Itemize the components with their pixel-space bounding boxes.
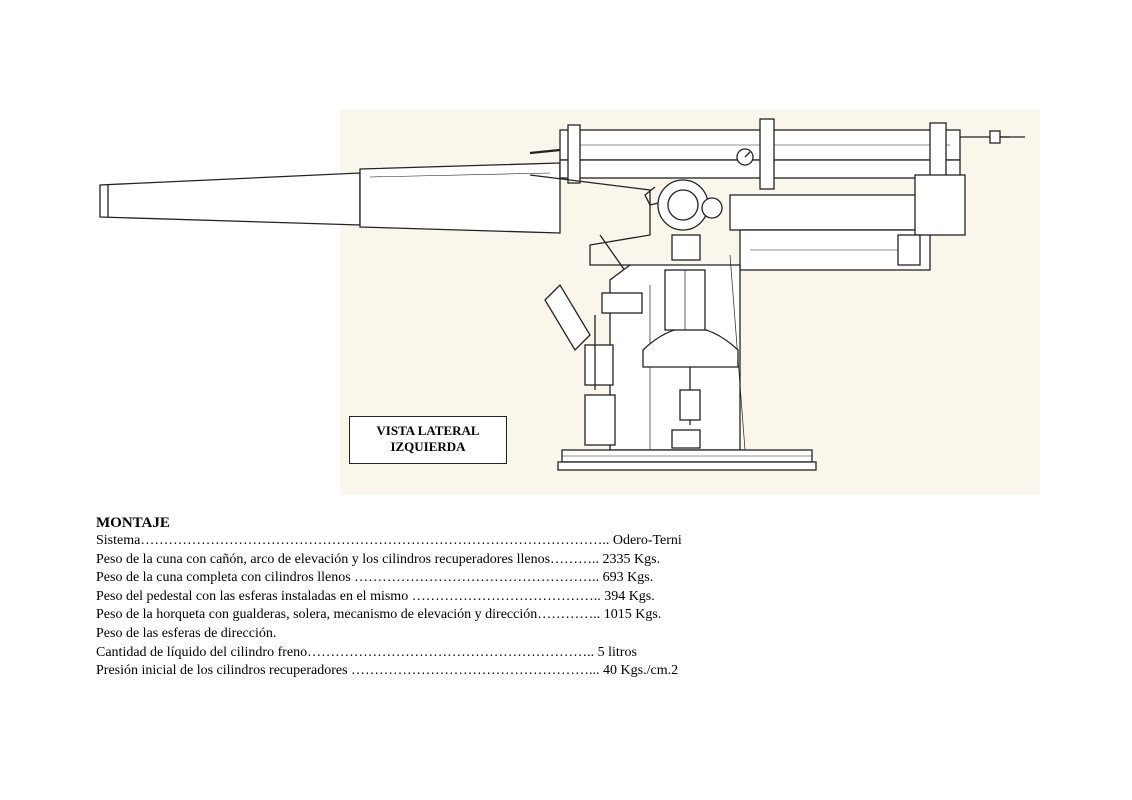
spec-line-pedestal-weight: Peso del pedestal con las esferas instaladas en el mismo ………………………………….. 394 Kgs.	[96, 588, 655, 604]
elevation-gear	[658, 180, 708, 230]
specifications-block	[96, 514, 796, 681]
gun-mount-drawing	[90, 105, 1045, 500]
spec-line-spheres-weight: Peso de las esferas de dirección.	[96, 625, 277, 641]
spec-line-system: Sistema……………………………………………………………………………………….. Odero-Terni	[96, 533, 682, 548]
figure-caption	[349, 416, 507, 464]
spec-line-brake-liquid: Cantidad de líquido del cilindro freno…………………………………………………….. 5 litros	[96, 644, 637, 660]
caption-line-2: IZQUIERDA	[390, 439, 466, 454]
spec-title: MONTAJE	[96, 515, 170, 531]
spec-line-cradle-weight: Peso de la cuna completa con cilindros llenos …………………………………………….. 693 Kgs.	[96, 570, 654, 586]
caption-line-1: VISTA LATERAL	[376, 423, 480, 438]
spec-line-cradle-gun-weight: Peso de la cuna con cañón, arco de elevación y los cilindros recuperadores llenos……….. 2335 Kgs.	[96, 551, 661, 567]
spec-line-fork-weight: Peso de la horqueta con gualderas, solera, mecanismo de elevación y dirección………….. 1015 Kgs.	[96, 607, 662, 623]
barrel	[100, 173, 360, 225]
spec-line-recuperator-pressure: Presión inicial de los cilindros recuperadores ……………………………………………... 40 Kgs./cm.2	[96, 663, 679, 679]
